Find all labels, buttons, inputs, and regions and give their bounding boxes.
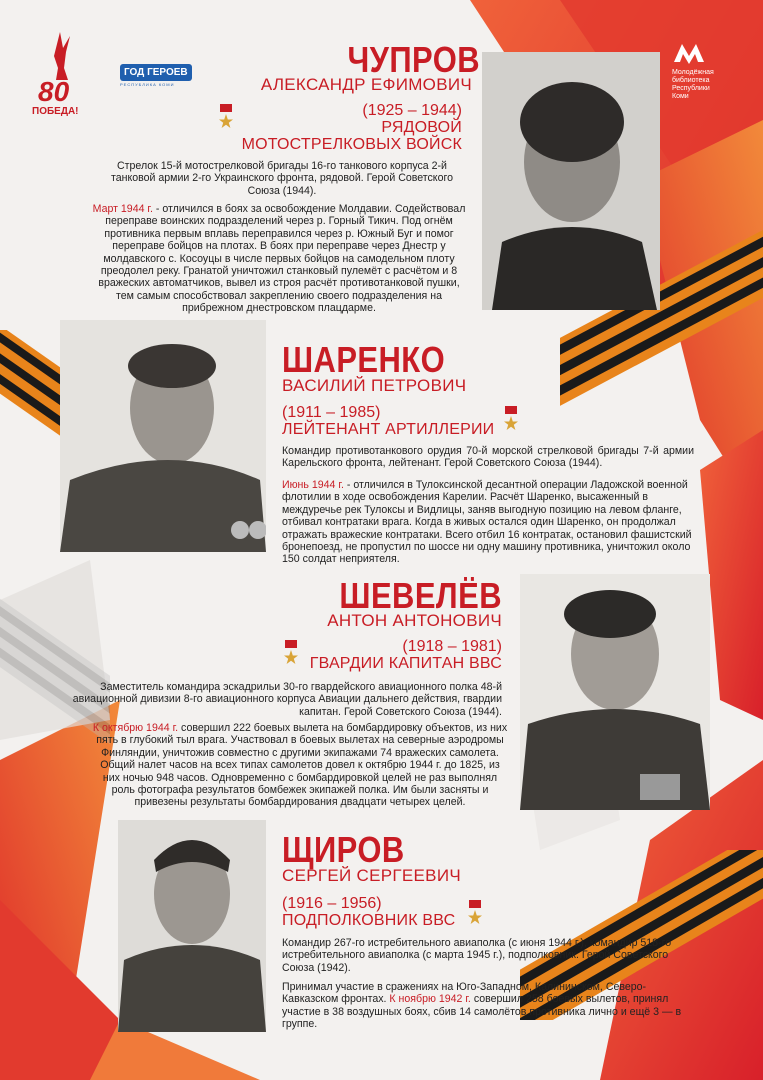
- library-m-icon: [672, 42, 706, 64]
- hero-star-medal-icon: [504, 406, 518, 434]
- portrait-image: [482, 52, 660, 310]
- year-of-heroes-title: ГОД ГЕРОЕВ: [120, 64, 192, 81]
- hero-surname: ШАРЕНКО: [282, 339, 446, 380]
- hero-rank: ПОДПОЛКОВНИК ВВС: [282, 912, 456, 929]
- hero-surname: ЧУПРОВ: [347, 39, 480, 80]
- hero-given-name: ВАСИЛИЙ ПЕТРОВИЧ: [282, 376, 467, 395]
- hero-given-name: АНТОН АНТОНОВИЧ: [327, 611, 502, 630]
- portrait-image: [118, 820, 266, 1032]
- year-of-heroes-logo: [120, 62, 196, 88]
- hero-photo-chuprov: [482, 52, 660, 310]
- hero-surname: ЩИРОВ: [282, 829, 405, 870]
- hero-years: (1918 – 1981): [402, 638, 502, 655]
- hero-bio: Командир 267-го истребительного авиаполка (с июня 1944 г.), командир 518-го истребительного авиаполка (с марта 1945 г.), подполковник. Герой Советского Союза (1942).: [282, 937, 672, 974]
- hero-feat: [92, 722, 508, 809]
- hero-photo-shevelev: [520, 574, 710, 810]
- hero-rank-line2: МОТОСТРЕЛКОВЫХ ВОЙСК: [241, 136, 462, 153]
- feat-text: - отличился в боях за освобождение Молдавии. Содействовал переправе воинских подразделений через р. Горный Тикич. Под огнём противника первым вплавь переправился через р. Южный Буг и помог переправе бойцов на плотах. В боях при переправе через Днестр у молдавского с. Косоуцы в числе первых бойцов на самодельном плоту преодолел реку. Гранатой уничтожил станковый пулемёт с расчётом и 8 вражеских автоматчиков, вывел из строя расчёт противотанковой пушки, тем самым способствовал закреплению своего подразделения на прибрежном днестровском плацдарме.: [98, 203, 466, 315]
- feat-text: - отличился в Тулоксинской десантной операции Ладожской военной флотилии в ходе освобождения Карелии. Расчёт Шаренко, высаженный в междуречье рек Тулоксы и Видлицы, заняв выгодную позицию на левом фланге, отбивал контратаки врага. Когда в живых остался один Шаренко, он продолжал отражать вражеские контратаки. Всего отбил 16 контратак, остановил фашистский бронепоезд, не пропустил по шоссе ни одну машину противника, уничтожил около 150 солдат неприятеля.: [282, 479, 692, 566]
- hero-star-medal-icon: [219, 104, 233, 132]
- hero-surname: ШЕВЕЛЁВ: [339, 575, 502, 616]
- hero-star-medal-icon: [468, 900, 482, 928]
- hero-given-name: АЛЕКСАНДР ЕФИМОВИЧ: [260, 75, 472, 94]
- youth-library-logo: [672, 42, 732, 102]
- library-name: Молодёжная библиотека Республики Коми: [672, 69, 714, 100]
- hero-bio: Заместитель командира эскадрильи 30-го гвардейского авиационного полка 48-й авиационной дивизии 8-го авиационного корпуса Авиации дальнего действия, гвардии капитан. Герой Советского Союза (1944).: [72, 681, 502, 718]
- hero-photo-sharenko: [60, 320, 266, 552]
- year-of-heroes-sub: РЕСПУБЛИКА КОМИ: [120, 82, 175, 87]
- hero-photo-shchirov: [118, 820, 266, 1032]
- hero-rank: ЛЕЙТЕНАНТ АРТИЛЛЕРИИ: [282, 421, 495, 438]
- portrait-image: [60, 320, 266, 552]
- victory-80-logo: [30, 28, 90, 123]
- hero-feat: [90, 203, 468, 315]
- feat-text: совершил 258 боевых вылетов, принял участие в 38 воздушных боях, сбив 14 самолётов противника лично и ещё 3 — в группе.: [282, 993, 682, 1031]
- victory-word: ПОБЕДА!: [32, 106, 79, 117]
- hero-rank: ГВАРДИИ КАПИТАН ВВС: [309, 655, 502, 672]
- feat-text: совершил 222 боевых вылета на бомбардировку объектов, из них пять в глубокий тыл врага. Участвовал в боевых вылетах на северные аэродромы Финляндии, уничтожив совместно с другими экипажами 74 вражеских самолета. Общий налет часов на всех типах самолетов довел к октябрю 1944 г. до 1825, из них ночью 948 часов. Одновременно с бомбардировкой целей не раз выполнял роль фотографа результатов бомбежек экипажей полка. Им были засняты и привезены результаты бомбардирования двадцати четырех целей.: [96, 722, 508, 809]
- hero-feat: [282, 981, 682, 1031]
- feat-date: К ноябрю 1942 г.: [389, 993, 471, 1006]
- hero-given-name: СЕРГЕЙ СЕРГЕЕВИЧ: [282, 866, 461, 885]
- hero-rank: РЯДОВОЙ: [381, 119, 462, 136]
- feat-date: Март 1944 г.: [92, 203, 153, 215]
- hero-years: (1925 – 1944): [362, 102, 462, 119]
- hero-bio: Командир противотанкового орудия 70-й морской стрелковой бригады 7-й армии Карельского фронта, лейтенант. Герой Советского Союза (1944).: [282, 445, 694, 470]
- portrait-image: [520, 574, 710, 810]
- victory-number: 80: [38, 76, 70, 107]
- feat-date: Июнь 1944 г.: [282, 479, 344, 491]
- hero-years: (1916 – 1956): [282, 895, 382, 912]
- feat-date: К октябрю 1944 г.: [92, 722, 179, 734]
- feat-pre-text: Принимал участие в сражениях на Юго-Западном, Калининском, Северо-Кавказском фронтах.: [282, 981, 647, 1006]
- hero-feat: [282, 479, 694, 566]
- hero-bio: Стрелок 15-й мотострелковой бригады 16-го танкового корпуса 2-й танковой армии 2-го Украинского фронта, рядовой. Герой Советского Союза (1944).: [111, 160, 453, 197]
- hero-star-medal-icon: [284, 640, 298, 668]
- hero-years: (1911 – 1985): [282, 404, 381, 421]
